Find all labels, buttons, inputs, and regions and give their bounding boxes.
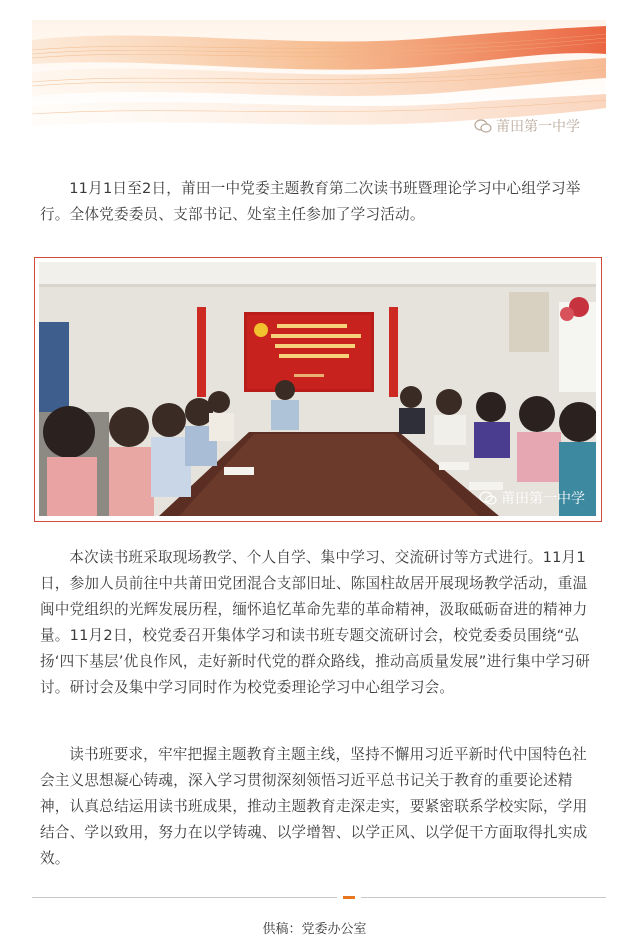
credit-line: 供稿：党委办公室 <box>262 922 367 937</box>
body-paragraph-1: 本次读书班采取现场教学、个人自学、集中学习、交流研讨等方式进行。11月1日，参加人员前往中共莆田党团混合支部旧址、陈国柱故居开展现场教学活动，重温闽中党组织的光辉发展历程，缅怀追忆革命先辈的革命精神，汲取砥砺奋进的精神力量。11月2日，校党委召开集体学习和读书班专题交流研讨会，校党委委员围绕“弘扬‘四下基层’优良作风，走好新时代党的群众路线，推动高质量发展”进行集中学习研讨。研讨会及集中学习同时作为校党委理论学习中心组学习会。 <box>40 549 591 696</box>
photo-watermark-text: 莆田第一中学 <box>501 491 585 507</box>
body-paragraph-2: 读书班要求，牢牢把握主题教育主题主线，坚持不懈用习近平新时代中国特色社会主义思想凝心铸魂，深入学习贯彻深刻领悟习近平总书记关于教育的重要论述精神，认真总结运用读书班成果，推动主题教育走深走实，要紧密联系学校实际，学用结合、学以致用，努力在以学铸魂、以学增智、以学正风、以学促干方面取得扎实成效。 <box>40 746 588 867</box>
banner-watermark-text: 莆田第一中学 <box>496 119 580 135</box>
wechat-icon <box>479 491 497 505</box>
meeting-photo-frame <box>34 257 602 522</box>
photo-watermark <box>479 488 585 508</box>
wechat-icon <box>474 119 492 133</box>
footer-divider <box>32 896 606 900</box>
meeting-photo <box>39 262 596 516</box>
intro-paragraph: 11月1日至2日，莆田一中党委主题教育第二次读书班暨理论学习中心组学习举行。全体党委委员、支部书记、处室主任参加了学习活动。 <box>40 180 581 223</box>
banner-watermark <box>474 116 580 136</box>
divider-accent <box>343 896 355 899</box>
